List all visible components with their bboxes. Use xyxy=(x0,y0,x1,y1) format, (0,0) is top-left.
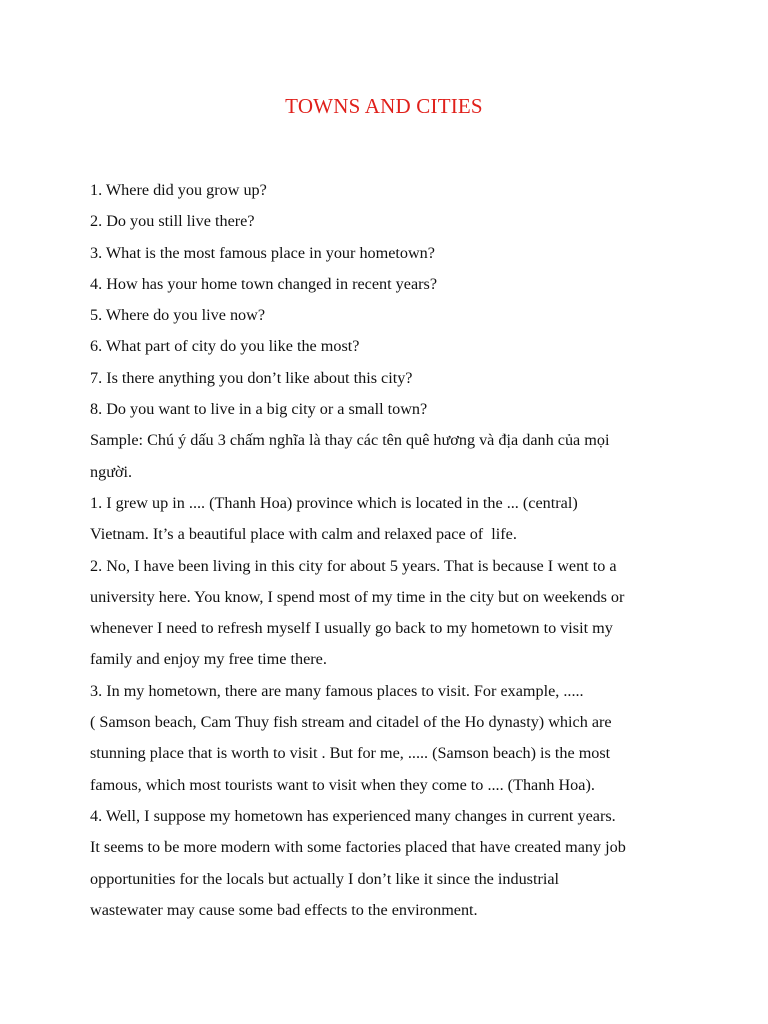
question-2: 2. Do you still live there? xyxy=(90,212,255,231)
answer-2-line-4: family and enjoy my free time there. xyxy=(90,650,327,669)
sample-note-line-2: người. xyxy=(90,462,133,481)
sample-note-line-1: Sample: Chú ý dấu 3 chấm nghĩa là thay các tên quê hương và địa danh của mọi xyxy=(90,431,610,450)
answer-2-line-3: whenever I need to refresh myself I usually go back to my hometown to visit my xyxy=(90,619,613,638)
answer-4-line-2: It seems to be more modern with some factories placed that have created many job xyxy=(90,838,626,857)
answer-3-line-1: 3. In my hometown, there are many famous places to visit. For example, ..... xyxy=(90,681,584,700)
question-8: 8. Do you want to live in a big city or a small town? xyxy=(90,400,428,419)
answer-2-line-1: 2. No, I have been living in this city for about 5 years. That is because I went to a xyxy=(90,556,617,575)
document-body xyxy=(90,175,690,926)
question-6: 6. What part of city do you like the most? xyxy=(90,337,360,356)
answer-3-line-4: famous, which most tourists want to visit when they come to .... (Thanh Hoa). xyxy=(90,775,595,794)
answer-4-line-1: 4. Well, I suppose my hometown has experienced many changes in current years. xyxy=(90,806,616,825)
question-7: 7. Is there anything you don’t like about this city? xyxy=(90,368,413,387)
answer-3-line-3: stunning place that is worth to visit . But for me, ..... (Samson beach) is the most xyxy=(90,744,611,763)
answer-1-line-2: Vietnam. It’s a beautiful place with calm and relaxed pace of life. xyxy=(90,525,517,544)
answer-4-line-3: opportunities for the locals but actually I don’t like it since the industrial xyxy=(90,869,560,888)
answer-3-line-2: ( Samson beach, Cam Thuy fish stream and citadel of the Ho dynasty) which are xyxy=(90,713,612,732)
answer-2-line-2: university here. You know, I spend most of my time in the city but on weekends or xyxy=(90,587,625,606)
answer-4-line-4: wastewater may cause some bad effects to the environment. xyxy=(90,900,478,919)
question-5: 5. Where do you live now? xyxy=(90,306,266,325)
question-3: 3. What is the most famous place in your hometown? xyxy=(90,243,435,262)
question-1: 1. Where did you grow up? xyxy=(90,181,267,199)
question-4: 4. How has your home town changed in recent years? xyxy=(90,274,438,293)
answer-1-line-1: 1. I grew up in .... (Thanh Hoa) province which is located in the ... (central) xyxy=(90,493,578,512)
document-title: TOWNS AND CITIES xyxy=(285,94,483,118)
